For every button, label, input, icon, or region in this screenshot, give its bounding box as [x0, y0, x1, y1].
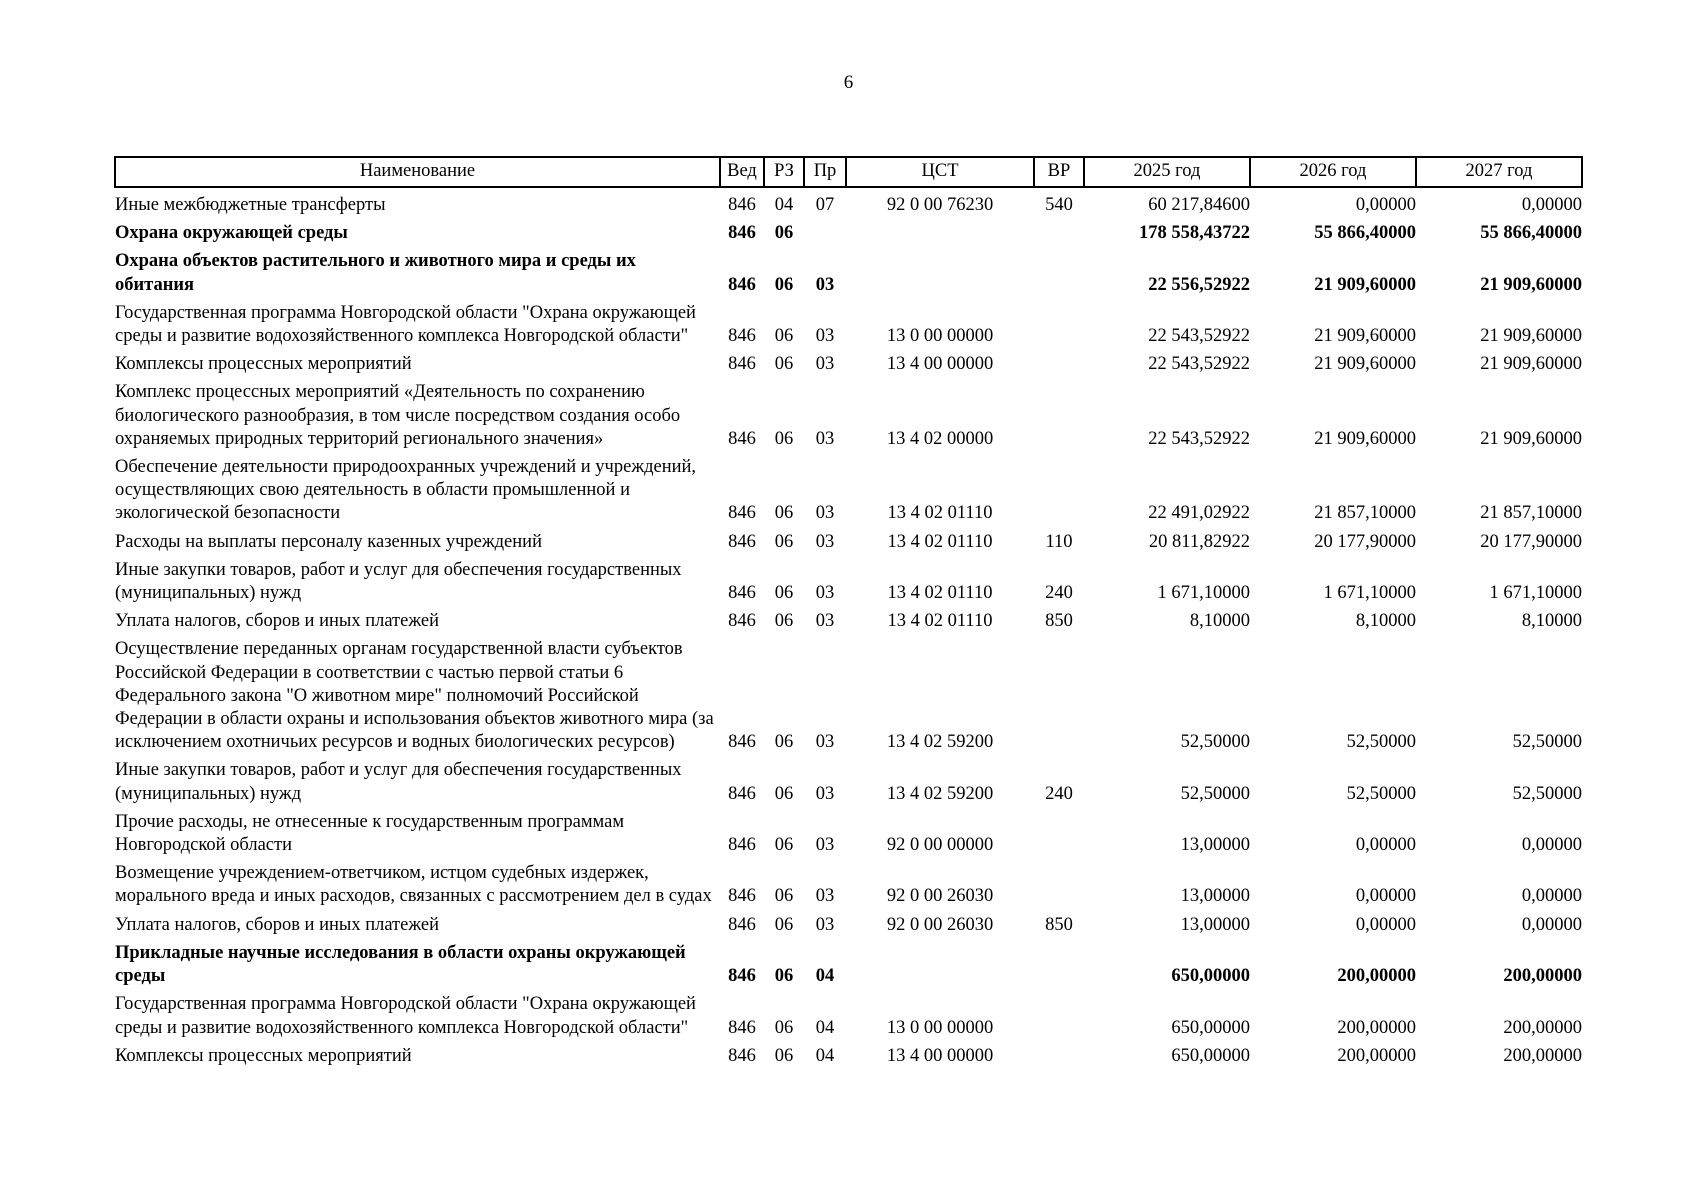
- cell-vr: [1034, 302, 1084, 353]
- cell-cst: [846, 250, 1034, 301]
- cell-ved: 846: [728, 354, 756, 375]
- header-pr: Пр: [804, 157, 846, 187]
- cell-ved: 846: [728, 583, 756, 604]
- cell-cst: 13 4 02 00000: [886, 428, 994, 449]
- cell-name: Государственная программа Новгородской области "Охрана окружающей среды и развитие водохозяйственного комплекса Новгородской области": [115, 994, 696, 1038]
- cell-pr: 03: [815, 783, 835, 804]
- cell-2025: 22 491,02922: [1148, 503, 1250, 524]
- cell-name: Прочие расходы, не отнесенные к государственным программам Новгородской области: [115, 811, 625, 856]
- cell-2025: 20 811,82922: [1148, 531, 1250, 552]
- cell-2025: 52,50000: [1180, 783, 1250, 804]
- cell-pr: 03: [815, 914, 835, 935]
- header-vr: ВР: [1034, 157, 1084, 187]
- cell-vr: [1034, 250, 1084, 301]
- cell-2025: 52,50000: [1180, 732, 1250, 753]
- cell-name: Расходы на выплаты персоналу казенных учреждений: [115, 531, 542, 552]
- cell-name: Охрана окружающей среды: [115, 223, 348, 244]
- cell-ved: 846: [728, 966, 756, 987]
- cell-name: Комплексы процессных мероприятий: [115, 354, 412, 375]
- cell-vr: [1034, 222, 1084, 250]
- cell-2027: 21 909,60000: [1480, 326, 1582, 347]
- header-2025: 2025 год: [1084, 157, 1250, 187]
- cell-rz: 06: [774, 783, 794, 804]
- header-ved: Вед: [720, 157, 764, 187]
- cell-pr: 03: [815, 583, 835, 604]
- cell-2025: 13,00000: [1180, 886, 1250, 907]
- cell-name: Уплата налогов, сборов и иных платежей: [115, 611, 440, 632]
- cell-rz: 06: [774, 1045, 794, 1066]
- cell-2025: 13,00000: [1180, 914, 1250, 935]
- cell-2026: 200,00000: [1337, 1045, 1416, 1066]
- cell-name: Охрана объектов растительного и животного мира и среды их обитания: [115, 251, 636, 295]
- table-row: [115, 302, 1582, 353]
- cell-name: Иные закупки товаров, работ и услуг для обеспечения государственных (муниципальных) нужд: [115, 559, 682, 604]
- table-row: [115, 862, 1582, 913]
- cell-pr: 03: [815, 428, 835, 449]
- cell-ved: 846: [728, 195, 756, 215]
- cell-ved: 846: [728, 274, 756, 295]
- table-row: [115, 914, 1582, 942]
- cell-vr: [1034, 1045, 1084, 1073]
- cell-2027: 21 857,10000: [1480, 503, 1582, 524]
- cell-cst: 13 4 02 01110: [887, 611, 993, 632]
- cell-2026: 55 866,40000: [1314, 223, 1416, 244]
- table-header-row: [115, 157, 1582, 187]
- cell-2027: 21 909,60000: [1480, 428, 1582, 449]
- cell-vr: 540: [1045, 195, 1073, 215]
- cell-name: Комплексы процессных мероприятий: [115, 1045, 412, 1066]
- cell-2027: 21 909,60000: [1480, 354, 1582, 375]
- cell-ved: 846: [728, 531, 756, 552]
- cell-pr: 03: [815, 274, 835, 295]
- cell-2025: 13,00000: [1180, 835, 1250, 856]
- cell-2026: 200,00000: [1337, 1017, 1416, 1038]
- cell-ved: 846: [728, 503, 756, 524]
- cell-2025: 22 556,52922: [1148, 274, 1250, 295]
- cell-2027: 0,00000: [1521, 914, 1582, 935]
- cell-2025: 650,00000: [1171, 1017, 1250, 1038]
- table-row: [115, 759, 1582, 810]
- cell-2025: 60 217,84600: [1148, 195, 1250, 215]
- cell-pr: 03: [815, 326, 835, 347]
- cell-vr: [1034, 381, 1084, 456]
- cell-rz: 06: [774, 886, 794, 907]
- cell-ved: 846: [728, 1017, 756, 1038]
- cell-2027: 0,00000: [1521, 835, 1582, 856]
- cell-rz: 06: [774, 835, 794, 856]
- cell-pr: 04: [815, 966, 835, 987]
- cell-2027: 0,00000: [1521, 195, 1582, 215]
- cell-rz: 06: [774, 531, 794, 552]
- cell-vr: [1034, 993, 1084, 1044]
- table-row: [115, 222, 1582, 250]
- cell-pr: 07: [815, 195, 835, 215]
- cell-cst: 13 0 00 00000: [886, 1017, 994, 1038]
- cell-vr: 110: [1045, 531, 1073, 552]
- cell-2027: 52,50000: [1512, 783, 1582, 804]
- cell-pr: [804, 222, 846, 250]
- cell-rz: 06: [774, 326, 794, 347]
- cell-cst: 13 4 00 00000: [886, 354, 994, 375]
- table-row: [115, 993, 1582, 1044]
- cell-rz: 06: [774, 428, 794, 449]
- cell-ved: 846: [728, 835, 756, 856]
- table-row: [115, 1045, 1582, 1073]
- cell-name: Возмещение учреждением-ответчиком, истцом судебных издержек, морального вреда и иных расходов, связанных с рассмотрением дел в судах: [115, 863, 712, 907]
- cell-vr: [1034, 638, 1084, 759]
- cell-rz: 06: [774, 732, 794, 753]
- cell-ved: 846: [728, 732, 756, 753]
- cell-ved: 846: [728, 223, 756, 244]
- cell-2026: 1 671,10000: [1323, 583, 1416, 604]
- cell-pr: 03: [815, 503, 835, 524]
- cell-cst: 13 4 02 59200: [886, 732, 994, 753]
- header-name: Наименование: [115, 157, 720, 187]
- cell-pr: 03: [815, 835, 835, 856]
- cell-ved: 846: [728, 886, 756, 907]
- cell-2026: 52,50000: [1346, 783, 1416, 804]
- table-row: [115, 250, 1582, 301]
- cell-rz: 06: [774, 1017, 794, 1038]
- cell-2026: 21 909,60000: [1314, 326, 1416, 347]
- cell-2026: 21 909,60000: [1314, 428, 1416, 449]
- cell-2026: 21 909,60000: [1314, 274, 1416, 295]
- cell-name: Иные закупки товаров, работ и услуг для обеспечения государственных (муниципальных) нужд: [115, 760, 682, 804]
- cell-rz: 06: [774, 503, 794, 524]
- cell-vr: 850: [1045, 611, 1073, 632]
- cell-2026: 0,00000: [1355, 835, 1416, 856]
- table-row: [115, 456, 1582, 531]
- cell-2025: 650,00000: [1171, 1045, 1250, 1066]
- cell-ved: 846: [728, 783, 756, 804]
- table-row: [115, 531, 1582, 559]
- table-row: [115, 381, 1582, 456]
- cell-rz: 06: [774, 223, 794, 244]
- cell-rz: 06: [774, 274, 794, 295]
- cell-2027: 200,00000: [1503, 1045, 1582, 1066]
- cell-vr: 240: [1045, 583, 1073, 604]
- cell-pr: 03: [815, 886, 835, 907]
- cell-2026: 0,00000: [1355, 914, 1416, 935]
- cell-2026: 0,00000: [1355, 886, 1416, 907]
- cell-2025: 8,10000: [1189, 611, 1250, 632]
- table-row: [115, 811, 1582, 862]
- cell-2025: 650,00000: [1171, 966, 1250, 987]
- cell-rz: 04: [774, 195, 794, 215]
- cell-ved: 846: [728, 326, 756, 347]
- cell-ved: 846: [728, 611, 756, 632]
- cell-pr: 03: [815, 732, 835, 753]
- cell-2026: 21 909,60000: [1314, 354, 1416, 375]
- cell-2027: 200,00000: [1503, 966, 1582, 987]
- cell-cst: [846, 222, 1034, 250]
- cell-2027: 52,50000: [1512, 732, 1582, 753]
- cell-vr: 240: [1045, 783, 1073, 804]
- cell-vr: 850: [1045, 914, 1073, 935]
- table-row: [115, 942, 1582, 993]
- cell-cst: 13 0 00 00000: [886, 326, 994, 347]
- cell-vr: [1034, 862, 1084, 913]
- page-number: 6: [843, 72, 854, 93]
- cell-rz: 06: [774, 354, 794, 375]
- cell-ved: 846: [728, 1045, 756, 1066]
- cell-2025: 22 543,52922: [1148, 428, 1250, 449]
- cell-name: Осуществление переданных органам государственной власти субъектов Российской Федерации в соответствии с частью первой статьи 6 Федерального закона "О животном мире" полномочий Российской Федерации в области охраны и использования объектов животного мира (за исключением охотничьих ресурсов и водных биологических ресурсов): [115, 639, 714, 753]
- cell-cst: 13 4 00 00000: [886, 1045, 994, 1066]
- cell-name: Обеспечение деятельности природоохранных учреждений и учреждений, осуществляющих свою деятельность в области промышленной и экологической безопасности: [115, 457, 697, 524]
- cell-rz: 06: [774, 583, 794, 604]
- cell-pr: 04: [815, 1017, 835, 1038]
- cell-cst: 92 0 00 00000: [886, 835, 994, 856]
- budget-table: [114, 156, 1583, 1073]
- header-rz: РЗ: [764, 157, 804, 187]
- cell-cst: [846, 942, 1034, 993]
- cell-2026: 21 857,10000: [1314, 503, 1416, 524]
- cell-2026: 200,00000: [1337, 966, 1416, 987]
- cell-2026: 0,00000: [1355, 195, 1416, 215]
- cell-pr: 03: [815, 354, 835, 375]
- cell-vr: [1034, 942, 1084, 993]
- cell-pr: 03: [815, 611, 835, 632]
- cell-vr: [1034, 353, 1084, 381]
- cell-2027: 20 177,90000: [1480, 531, 1582, 552]
- cell-name: Государственная программа Новгородской области "Охрана окружающей среды и развитие водохозяйственного комплекса Новгородской области": [115, 302, 696, 347]
- header-2027: 2027 год: [1416, 157, 1582, 187]
- cell-vr: [1034, 811, 1084, 862]
- cell-2026: 20 177,90000: [1314, 531, 1416, 552]
- cell-cst: 92 0 00 26030: [886, 914, 994, 935]
- cell-2025: 178 558,43722: [1139, 223, 1250, 244]
- table-row: [115, 353, 1582, 381]
- cell-pr: 03: [815, 531, 835, 552]
- cell-2027: 21 909,60000: [1480, 274, 1582, 295]
- cell-2027: 55 866,40000: [1480, 223, 1582, 244]
- table-row: [115, 638, 1582, 759]
- table-row: [115, 187, 1582, 222]
- cell-name: Комплекс процессных мероприятий «Деятельность по сохранению биологического разнообразия, в том числе посредством создания особо охраняемых природных территорий регионального значения»: [115, 382, 681, 449]
- cell-2027: 0,00000: [1521, 886, 1582, 907]
- header-cst: ЦСТ: [846, 157, 1034, 187]
- cell-rz: 06: [774, 966, 794, 987]
- cell-2025: 1 671,10000: [1157, 583, 1250, 604]
- cell-cst: 13 4 02 01110: [887, 583, 993, 604]
- cell-pr: 04: [815, 1045, 835, 1066]
- cell-ved: 846: [728, 914, 756, 935]
- cell-cst: 13 4 02 59200: [886, 783, 994, 804]
- cell-2026: 8,10000: [1355, 611, 1416, 632]
- cell-name: Прикладные научные исследования в области охраны окружающей среды: [115, 942, 686, 987]
- table-row: [115, 610, 1582, 638]
- header-2026: 2026 год: [1250, 157, 1416, 187]
- cell-cst: 92 0 00 26030: [886, 886, 994, 907]
- cell-2025: 22 543,52922: [1148, 354, 1250, 375]
- cell-rz: 06: [774, 611, 794, 632]
- cell-ved: 846: [728, 428, 756, 449]
- cell-cst: 13 4 02 01110: [887, 503, 993, 524]
- cell-cst: 92 0 00 76230: [886, 195, 994, 215]
- cell-name: Уплата налогов, сборов и иных платежей: [115, 914, 440, 935]
- table-row: [115, 559, 1582, 610]
- cell-2026: 52,50000: [1346, 732, 1416, 753]
- cell-2027: 8,10000: [1521, 611, 1582, 632]
- cell-2027: 1 671,10000: [1489, 583, 1582, 604]
- cell-2025: 22 543,52922: [1148, 326, 1250, 347]
- cell-rz: 06: [774, 914, 794, 935]
- cell-2027: 200,00000: [1503, 1017, 1582, 1038]
- cell-vr: [1034, 456, 1084, 531]
- cell-name: Иные межбюджетные трансферты: [115, 195, 386, 215]
- cell-cst: 13 4 02 01110: [887, 531, 993, 552]
